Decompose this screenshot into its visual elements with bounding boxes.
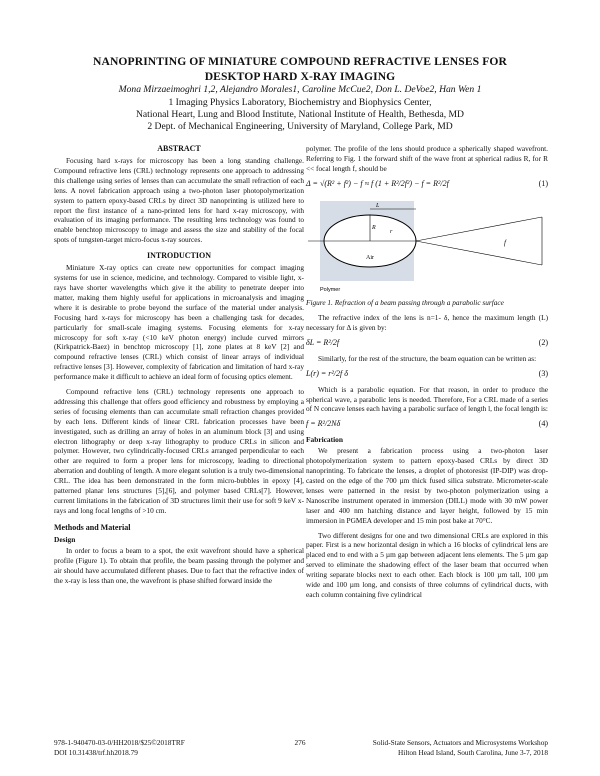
abstract-text: Focusing hard x-rays for microscopy has been a long standing challenge. Compound refractive lens (CRL) technology represents one approach to addressing this challenge using series of lenses than can accumulate the small refraction of each lens. A novel fabrication approach using a two-photon laser photopolymerization system to pattern epoxy-based CRLs by direct 3D nanoprinting is utilized here to report the first instance of a nano-printed lens for hard x-ray microscopy, with evaluation of its imaging performance. The resulting lens technology was found to enable benchtop microscopy to image and assess the size and stability of the focal spots of tungsten-target micro-focus x-ray sources. — [54, 156, 304, 245]
equation-4 — [306, 419, 548, 429]
label-polymer: Polymer — [320, 286, 341, 293]
equation-3-body: L(r) = r²/2f δ — [306, 368, 348, 378]
equation-1 — [306, 179, 548, 189]
footer-workshop: Solid-State Sensors, Actuators and Microsystems Workshop — [372, 738, 548, 747]
footer-doi: DOI 10.31438/trf.hh2018.79 — [54, 747, 138, 757]
figure-1-diagram — [306, 195, 548, 295]
fabrication-paragraph-1: We present a fabrication process using a two-photon laser photopolymerization system to pattern epoxy-based CRLs by direct 3D nanoprinting. To fabricate the lenses, a droplet of photoresist (IP-DIP) was drop-casted on the edge of the 700 µm thick fused silica substrate. Micrometer-scale lenses were patterned in the resist by two-photon polymerization using a Nanoscribe instrument operated in immersion (DILL) mode with 30 mW power laser and 400 nm hatching distance and layer height, followed by 15 min immersion in PGMEA developer and 15 min post bake at 70°C. — [306, 446, 548, 525]
ray-upper — [416, 217, 542, 241]
equation-2-number: (2) — [538, 337, 548, 347]
equation-4-number: (4) — [538, 419, 548, 429]
introduction-heading: INTRODUCTION — [146, 251, 211, 261]
footer-location: Hilton Head Island, South Carolina, June 3-7, 2018 — [398, 747, 548, 757]
right-column — [306, 144, 548, 605]
equation-2-body: δL = R²/2f — [306, 337, 340, 347]
right-paragraph-parabolic: Which is a parabolic equation. For that reason, in order to produce the spherical wave, a parabolic lens is needed. Therefore, For a CRL made of a series of N concave lenses each having a parabolic surface of length l, the focal length is: — [306, 384, 548, 414]
left-column — [54, 144, 304, 590]
title-line-1: NANOPRINTING OF MINIATURE COMPOUND REFRACTIVE LENSES FOR — [93, 55, 507, 68]
intro-paragraph-1: Miniature X-ray optics can create new opportunities for compact imaging systems for use in science, medicine, and technology. Compared to visible light, x-rays have shorter wavelengths which give it the ability to penetrate deeper into matter, making them highly useful for applications in microanalysis and imaging where it is desirable to probe beyond the surface of the material under analysis. Focusing hard x-rays for microscopy has been a challenging task for decades, particularly for small-scale imaging systems. Focusing elements for x-ray microscopy for soft x-ray (<10 keV photon energy) include curved mirrors (Kirkpatrick-Baez) in benchtop microscopy [1], zone plates at 8 keV [2] and compound refractive lenses (CRL) which consist of linear arrays of individual refractive lenses [3]. However, complexity of fabrication and limitation of hard x-ray performance make it difficult to achieve an ideal form of focusing optics element. — [54, 263, 304, 382]
design-paragraph-continued: polymer. The profile of the lens should produce a spherically shaped wavefront. Referring to Fig. 1 the forward shift of the wave front at spherical radius R, for R << focal length f, should be — [306, 144, 548, 173]
equation-4-body: f = R²/2Nδ — [306, 419, 341, 429]
title-line-2: DESKTOP HARD X-RAY IMAGING — [204, 70, 396, 83]
footer-page-number: 276 — [294, 738, 306, 747]
right-paragraph-index: The refractive index of the lens is n=1- δ, hence the maximum length (L) necessary for Δ is given by: — [306, 313, 548, 333]
right-paragraph-structure: Similarly, for the rest of the structure, the beam equation can be written as: — [318, 353, 537, 363]
label-R: R — [372, 224, 376, 231]
equation-3 — [306, 369, 548, 379]
affiliation-1: 1 Imaging Physics Laboratory, Biochemistry and Biophysics Center, — [168, 97, 432, 108]
equation-2 — [306, 338, 548, 348]
fabrication-paragraph-2: Two different designs for one and two dimensional CRLs are explored in this paper. First is a new horizontal design in which a 16 blocks of cylindrical lens are placed end to end with a 5 µm gap between adjacent lens elements. The 5 µm gap served to eliminate the shadowing effect of the laser beam that occurred when writing separate blocks next to each other. Each block is 100 µm tall, 100 µm wide and 100 µm long, and consists of three columns of cylindrical ducts, with each column containing five cylindrical — [306, 530, 548, 599]
fabrication-heading: Fabrication — [306, 435, 343, 445]
intro-paragraph-2: Compound refractive lens (CRL) technology represents one approach to addressing this challenge that offers good efficiency and robustness by employing a series of focusing elements than can accumulate small refraction changes provided by each lens. Different kinds of linear CRL fabrication processes have been investigated, such as drilling an array of holes in an aluminum block [3] and using electron lithography or deep x-ray lithography to produce CRLs in silicon and polymer. However, two cylindrically-focused CRLs arranged perpendicular to each other are required to form a proper lens for microscopy, leading to directional aberration and doubling of length. A more elegant solution is a truly two-dimensional CRL. The idea has been demonstrated in the form micro-bubbles in epoxy [4], patterned planar lens structures [5],[6], and polymer based CRLs[7]. However, current limitations in the fabrication of 3D structures limit their use for soft 9 keV x-rays and long focal lengths of >10 cm. — [54, 387, 304, 515]
design-paragraph-1: In order to focus a beam to a spot, the exit wavefront should have a spherical profile (Figure 1). To obtain that profile, the beam passing through the polymer and air should have accumulated different phases. Due to fact that the refractive index of the x-ray is less than one, the wavefront is phase shifted forward inside the — [54, 545, 304, 585]
design-subheading: Design — [54, 534, 76, 544]
footer-right — [373, 738, 548, 757]
equation-1-number: (1) — [538, 178, 548, 188]
label-r: r — [390, 228, 393, 235]
equation-3-number: (3) — [538, 368, 548, 378]
label-air: Air — [366, 254, 374, 261]
affiliation-1b: National Heart, Lung and Blood Institute, National Institute of Health, Bethesda, MD — [136, 109, 464, 120]
label-L: L — [376, 202, 380, 209]
label-f: f — [504, 238, 506, 247]
equation-1-body: Δ = √(R² + f²) − f ≈ f (1 + R²/2f²) − f = R²/2f — [306, 178, 449, 188]
ray-lower — [416, 238, 542, 265]
figure-1-caption: Figure 1. Refraction of a beam passing through a parabolic surface — [306, 297, 504, 307]
paper-title — [40, 54, 560, 84]
affiliation-2: 2 Dept. of Mechanical Engineering, University of Maryland, College Park, MD — [147, 121, 453, 132]
methods-heading: Methods and Material — [54, 522, 131, 532]
author-list: Mona Mirzaeimoghri 1,2, Alejandro Morales1, Caroline McCue2, Don L. DeVoe2, Han Wen 1 — [118, 84, 482, 95]
footer-isbn: 978-1-940470-03-0/HH2018/$25©2018TRF — [54, 738, 185, 747]
abstract-heading: ABSTRACT — [157, 144, 201, 153]
